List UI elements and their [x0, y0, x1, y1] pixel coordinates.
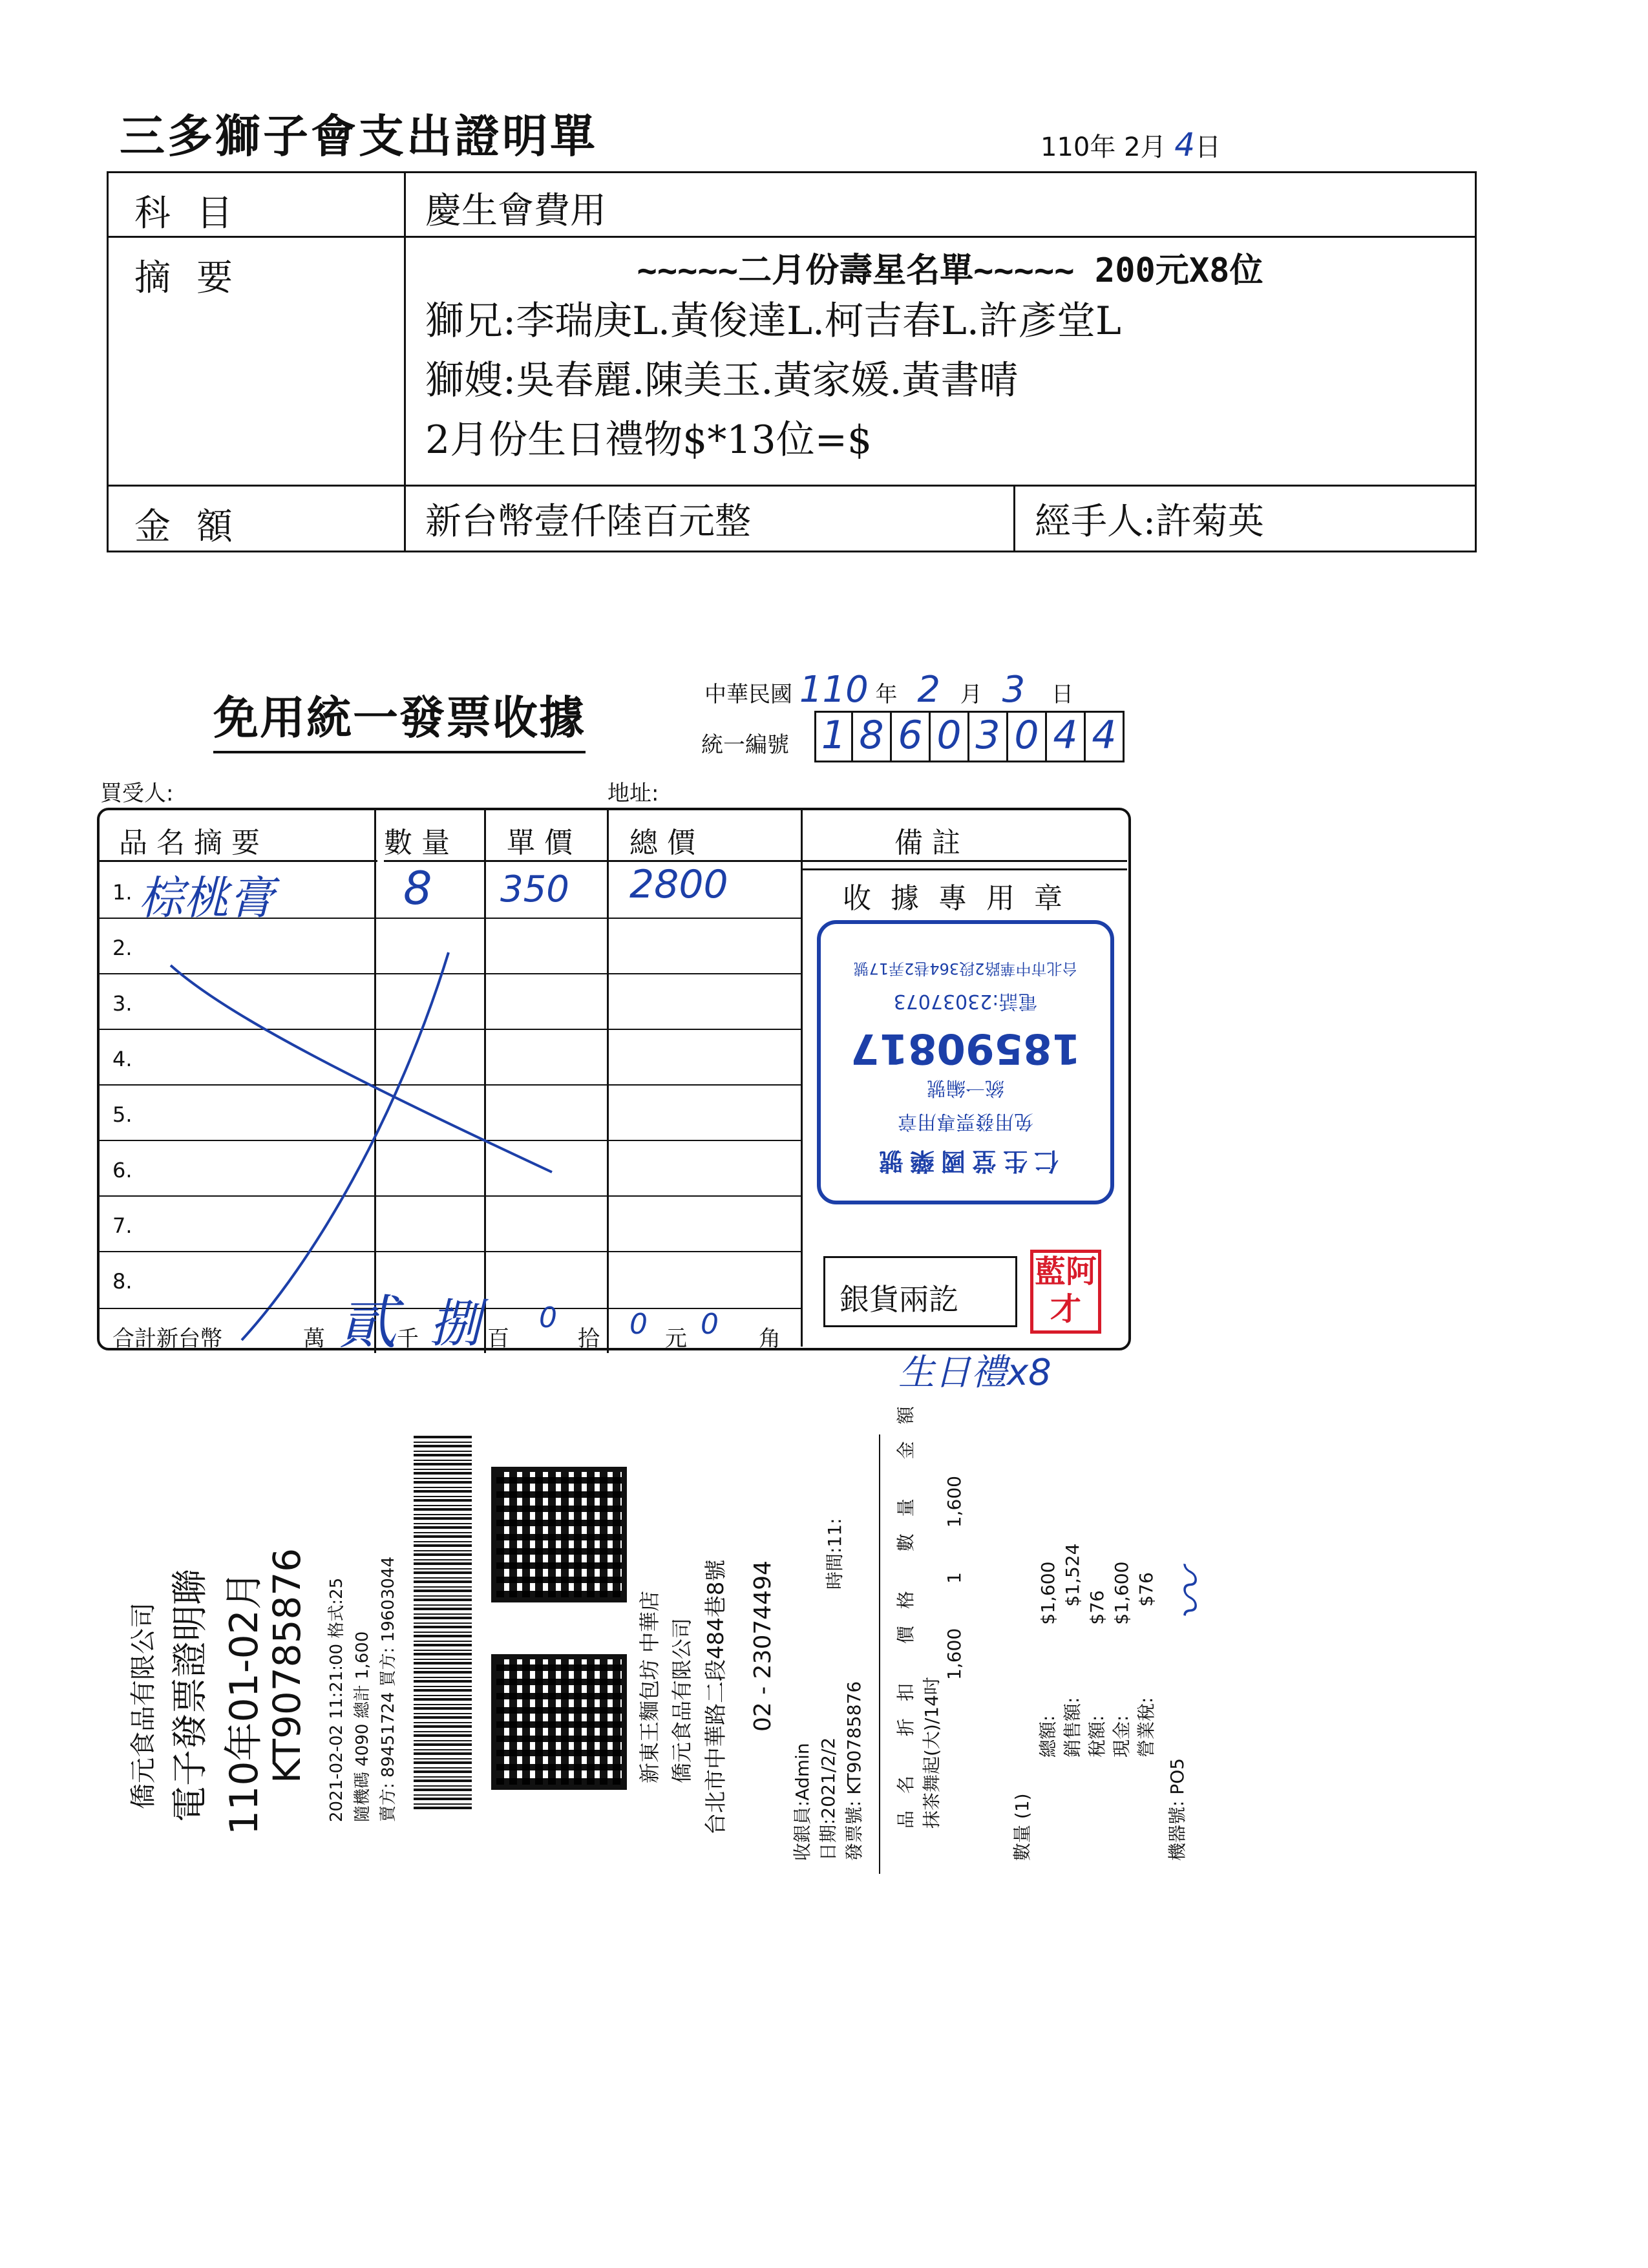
- einv-total-label: 營業稅:: [1136, 1697, 1157, 1758]
- date-year: 110: [799, 669, 869, 711]
- einv-item-price: 1,600: [944, 1628, 965, 1680]
- item1-name: 棕桃膏: [138, 872, 274, 925]
- strike-line: [171, 965, 552, 1172]
- subject-value: 慶生會費用: [425, 190, 606, 232]
- einv-invoice-no: KT90785876: [265, 1548, 309, 1783]
- row-number: 5.: [112, 1102, 132, 1127]
- unit-yuan: 元: [665, 1326, 687, 1352]
- voucher-date: [1041, 126, 1221, 163]
- qr-code: [491, 1467, 627, 1602]
- row-number: 7.: [112, 1213, 132, 1238]
- summary-line-2: 獅嫂:吳春麗.陳美玉.黃家媛.黃書晴: [425, 358, 1019, 403]
- row-number: 4.: [112, 1047, 132, 1071]
- date-prefix: 中華民國: [704, 682, 792, 708]
- einv-total-label: 銷售額:: [1062, 1697, 1083, 1758]
- receipt-table: [97, 808, 1131, 1357]
- einv-qty-line: 數量 (1): [1011, 1793, 1033, 1861]
- row-number: 2.: [112, 936, 132, 960]
- einv-date: 日期:2021/2/2: [818, 1737, 839, 1861]
- seal: 藍阿才: [1030, 1250, 1101, 1334]
- summary-header: ~~~~~二月份壽星名單~~~~~ 200元X8位: [637, 251, 1263, 290]
- einv-total-value: $1,600: [1037, 1561, 1059, 1625]
- tax-id-digit: 3: [969, 711, 1008, 762]
- col-total: 總價: [617, 810, 869, 862]
- einv-cashier: 收銀員:Admin: [792, 1743, 813, 1861]
- einv-header: 價格: [895, 1574, 916, 1644]
- signature-mark: 〰: [1162, 1570, 1222, 1622]
- date-day-unit: 日: [1051, 682, 1074, 708]
- amount-label: 金額: [109, 487, 406, 551]
- stamp-tax-id: 18590817: [850, 1024, 1081, 1072]
- einv-total-label: 總額:: [1037, 1715, 1059, 1758]
- shop-stamp: [817, 920, 1114, 1204]
- total-hw-hundred: 捌: [429, 1294, 481, 1354]
- einv-item-amount: 1,600: [944, 1476, 965, 1528]
- einv-random: 隨機碼 4090 總計 1,600: [353, 1631, 372, 1822]
- einv-store-company: 僑元食品有限公司: [670, 1617, 694, 1783]
- row-number: 8.: [112, 1269, 132, 1294]
- total-hw-ones: 0: [629, 1308, 648, 1341]
- total-hw-thousand: 貳: [339, 1289, 397, 1357]
- voucher-date-month: 2: [1124, 132, 1141, 162]
- subject-row: [109, 173, 1475, 238]
- einv-total-value: $76: [1136, 1572, 1157, 1607]
- unit-shi: 拾: [578, 1326, 600, 1352]
- einv-address: 台北市中華路二段484巷8號: [703, 1559, 729, 1835]
- tax-id-digit: 0: [931, 711, 969, 762]
- voucher-date-day-unit: 日: [1195, 132, 1221, 162]
- col-price: 單價: [494, 810, 617, 862]
- strike-lines: [100, 810, 810, 1353]
- item1-qty: 8: [403, 862, 432, 915]
- summary-line-3: 2月份生日禮物$*13位=$: [425, 417, 872, 463]
- paid-box: 銀貨兩訖: [823, 1256, 1017, 1327]
- einv-company: 僑元食品有限公司: [129, 1602, 158, 1809]
- total-hw-tens: 0: [539, 1301, 557, 1334]
- voucher-date-month-unit: 月: [1140, 132, 1167, 162]
- einv-total-row: [1108, 1422, 1134, 1758]
- row-number: 1.: [112, 880, 132, 905]
- date-day: 3: [1002, 669, 1026, 711]
- einv-total-label: 稅額:: [1086, 1715, 1108, 1758]
- einv-header: 折扣: [895, 1666, 916, 1737]
- date-month: 2: [917, 669, 940, 711]
- einv-invoice-ref: 發票號: KT90785876: [843, 1681, 865, 1861]
- e-invoice: [90, 1389, 1267, 1861]
- receipt-note-hw: 生日禮x8: [898, 1352, 1051, 1394]
- tax-id-digit: 8: [853, 711, 892, 762]
- voucher-date-day: 4: [1174, 126, 1196, 163]
- einv-signature: [1150, 1570, 1225, 1622]
- summary-label: 摘要: [109, 238, 406, 485]
- receipt-title: 免用統一發票收據: [213, 682, 586, 753]
- tax-id-digit: 4: [1047, 711, 1086, 762]
- amount-value: 新台幣壹仟陸百元整: [425, 501, 751, 543]
- tax-id-digit: 4: [1086, 711, 1125, 762]
- einv-item-headers: [892, 1389, 918, 1829]
- tax-id-label: 統一編號: [701, 732, 789, 758]
- date-year-unit: 年: [875, 682, 898, 708]
- summary-line-1: 獅兄:李瑞庚L.黃俊達L.柯吉春L.許彥堂L: [425, 299, 1121, 344]
- stamp-label: 收據專用章: [843, 882, 1082, 915]
- item1-price: 350: [500, 868, 569, 910]
- einv-total-row: [1083, 1422, 1109, 1758]
- einv-total-value: $1,600: [1111, 1561, 1132, 1625]
- stamp-subtitle: 免用發票專用章: [898, 1110, 1033, 1133]
- handler: 經手人:許菊英: [1013, 487, 1264, 551]
- einv-total-row: [1034, 1422, 1060, 1758]
- tax-id-digit: 6: [892, 711, 931, 762]
- voucher-table: [107, 171, 1477, 552]
- tax-id-digit: 1: [814, 711, 853, 762]
- einv-total-value: $1,524: [1062, 1543, 1083, 1607]
- receipt-date: [704, 669, 1073, 711]
- tax-id-digit: 0: [1008, 711, 1047, 762]
- einv-total-value: $76: [1086, 1590, 1108, 1625]
- einv-item-values: [944, 1476, 965, 1680]
- address-label: 地址:: [607, 781, 659, 806]
- einv-machine: 機器號: PO5: [1167, 1758, 1188, 1861]
- subject-label: 科目: [109, 173, 406, 236]
- total-hw-tenths: 0: [701, 1308, 719, 1341]
- einv-buyer: 賣方: 89451724 買方: 19603044: [379, 1557, 398, 1822]
- voucher-title: 三多獅子會支出證明單: [120, 110, 598, 163]
- voucher-date-year-unit: 年: [1090, 132, 1116, 162]
- amount-row: [109, 487, 1475, 551]
- unit-wan: 萬: [303, 1326, 325, 1352]
- barcode: [414, 1434, 472, 1809]
- stamp-shop-name: 仁生堂國藥號: [872, 1147, 1059, 1175]
- unit-qian: 千: [397, 1326, 419, 1352]
- einv-header: 品名: [895, 1758, 916, 1829]
- einv-header: 金額: [895, 1389, 916, 1460]
- qr-code: [491, 1654, 627, 1790]
- einv-divider: [879, 1434, 880, 1874]
- receipt: [90, 643, 1150, 1394]
- note-divider: [801, 868, 1127, 870]
- summary-content: [406, 238, 1475, 485]
- einv-phone: 02 - 23074494: [750, 1560, 776, 1732]
- col-qty: 數量: [384, 810, 494, 862]
- stamp-address: 台北市中華路2段364巷2弄17號: [853, 960, 1078, 978]
- einv-doc-title: 電子發票證明聯: [169, 1569, 211, 1822]
- row-number: 3.: [112, 991, 132, 1016]
- row-number: 6.: [112, 1158, 132, 1182]
- buyer-label: 買受人:: [100, 781, 174, 806]
- einv-store: 新東王麵包坊 中華店: [637, 1590, 662, 1783]
- tax-id-boxes: [814, 711, 1125, 762]
- einv-item-qty: 1: [944, 1572, 965, 1584]
- einv-total-row: [1059, 1422, 1084, 1758]
- einv-period: 110年01-02月: [222, 1571, 267, 1835]
- date-month-unit: 月: [960, 682, 982, 708]
- unit-bai: 百: [487, 1326, 509, 1352]
- col-note: 備註: [869, 810, 1127, 862]
- einv-item-name: 抹茶舞起(大)/14吋: [921, 1677, 942, 1829]
- stamp-phone: 電話:23037073: [893, 990, 1038, 1013]
- einv-datetime: 2021-02-02 11:21:00 格式:25: [327, 1577, 346, 1822]
- einv-total-label: 現金:: [1111, 1715, 1132, 1758]
- item1-total: 2800: [629, 862, 728, 907]
- total-label: 合計新台幣: [112, 1326, 222, 1352]
- unit-jiao: 角: [759, 1326, 781, 1352]
- stamp-tax-id-label: 統一編號: [927, 1076, 1004, 1099]
- einv-header: 數量: [895, 1482, 916, 1552]
- summary-row: [109, 238, 1475, 487]
- einv-time: 時間:11:: [824, 1518, 845, 1590]
- col-item: 品名摘要: [119, 810, 377, 862]
- voucher-date-year: 110: [1041, 132, 1090, 162]
